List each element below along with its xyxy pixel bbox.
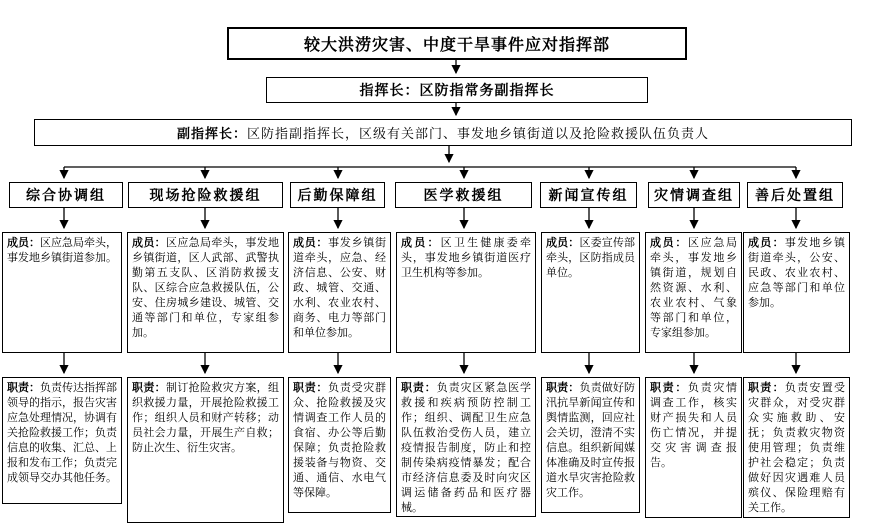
deputy-commander-box xyxy=(34,119,852,146)
group-members-box xyxy=(541,232,640,353)
group-duties-box xyxy=(127,377,284,523)
members-text: 区卫生健康委牵头，事发地乡镇街道医疗卫生机构等参加。 xyxy=(401,237,532,279)
group-members-box xyxy=(2,232,122,353)
group-name-box: 善后处置组 xyxy=(747,182,843,208)
duties-text: 制订抢险救灾方案，组织救援力量，开展抢险救援工作；组织人员和财产转移；动员社会力量，开展生产自救；防止次生、衍生灾害。 xyxy=(132,382,279,454)
group-members-box xyxy=(645,232,742,353)
members-label: 成员： xyxy=(748,237,785,249)
members-text: 事发乡镇街道牵头，应急、经济信息、公安、财政、城管、交通、水利、农业农村、商务、电力等部门和单位参加。 xyxy=(293,237,387,339)
duties-label: 职责： xyxy=(401,382,437,394)
duties-label: 职责： xyxy=(293,382,329,394)
members-text: 区应急局牵头，事发地乡镇街道，区人武部、武警执勤第五支队、区消防救援支队、区综合应急救援队伍，公安、住房城乡建设、城管、交通等部门和单位，专家组参加。 xyxy=(132,237,279,339)
group-members-box xyxy=(743,232,850,353)
duties-label: 职责： xyxy=(748,382,785,394)
members-label: 成员： xyxy=(650,237,688,249)
commander-label: 指挥长： xyxy=(359,82,420,98)
group-duties-box xyxy=(2,377,122,504)
commander-box xyxy=(266,77,648,103)
group-duties-box xyxy=(396,377,536,517)
duties-label: 职责： xyxy=(7,382,40,394)
duties-label: 职责： xyxy=(132,382,166,394)
group-name-box: 医学救援组 xyxy=(395,182,532,208)
group-duties-box xyxy=(541,377,640,513)
duties-label: 职责： xyxy=(546,382,580,394)
group-name-box: 现场抢险救援组 xyxy=(128,182,283,208)
chart-title: 较大洪涝灾害、中度干旱事件应对指挥部 xyxy=(303,37,610,54)
group-members-box xyxy=(396,232,536,353)
deputy-commander-label: 副指挥长： xyxy=(176,126,247,141)
commander-value: 区防指常务副指挥长 xyxy=(419,82,555,98)
group-name-box: 灾情调查组 xyxy=(648,182,740,208)
members-label: 成员： xyxy=(401,237,441,249)
group-members-box xyxy=(288,232,391,353)
members-label: 成员： xyxy=(132,237,166,249)
members-label: 成员： xyxy=(546,237,580,249)
members-text: 区应急局牵头，事发地乡镇街道，规划自然资源、水利、农业农村、气象等部门和单位，专家组参加。 xyxy=(650,237,737,339)
members-label: 成员： xyxy=(7,237,40,249)
members-text: 事发地乡镇街道牵头，公安、民政、农业农村、应急等部门和单位参加。 xyxy=(748,237,846,309)
group-duties-box xyxy=(645,377,742,518)
group-name-box: 后勤保障组 xyxy=(290,182,385,208)
group-name-box: 综合协调组 xyxy=(9,182,123,208)
duties-label: 职责： xyxy=(650,382,688,394)
group-duties-box xyxy=(288,377,391,513)
members-label: 成员： xyxy=(293,237,329,249)
group-members-box xyxy=(127,232,284,353)
duties-text: 负责传达指挥部领导的指示，报告灾害应急处理情况，协调有关抢险救援工作；负责信息的收集、汇总、上报和发布工作；负责完成领导交办其他任务。 xyxy=(7,382,117,484)
duties-text: 负责灾情调查工作，核实财产损失和人员伤亡情况，并提交灾害调查报告。 xyxy=(650,382,737,469)
members-text: 区委宣传部牵头，区防指成员单位。 xyxy=(546,237,636,279)
members-text: 区应急局牵头，事发地乡镇街道参加。 xyxy=(7,237,117,264)
duties-text: 负责受灾群众、抢险救援及灾情调查工作人员的食宿、办公等后勤保障；负责抢险救援装备与物资、交通、通信、水电气等保障。 xyxy=(293,382,387,499)
duties-text: 负责安置受灾群众，对受灾群众实施救助、安抚；负责救灾物资使用管理；负责维护社会稳定；负责做好因灾遇难人员殡仪、保险理赔有关工作。 xyxy=(748,382,846,514)
duties-text: 负责灾区紧急医学救援和疾病预防控制工作；组织、调配卫生应急队伍救治受伤人员，建立疫情报告制度，防止和控制传染病疫情暴发；配合市经济信息委及时向灾区调运储备药品和医疗器械。 xyxy=(401,382,532,514)
deputy-commander-value: 区防指副指挥长，区级有关部门、事发地乡镇街道以及抢险救援队伍负责人 xyxy=(247,126,710,141)
duties-text: 负责做好防汛抗旱新闻宣传和舆情监测，回应社会关切，澄清不实信息。组织新闻媒体准确及时宣传报道水旱灾害抢险救灾工作。 xyxy=(546,382,636,499)
group-name-box: 新闻宣传组 xyxy=(540,182,637,208)
group-duties-box xyxy=(743,377,850,518)
chart-title-box xyxy=(227,27,687,60)
